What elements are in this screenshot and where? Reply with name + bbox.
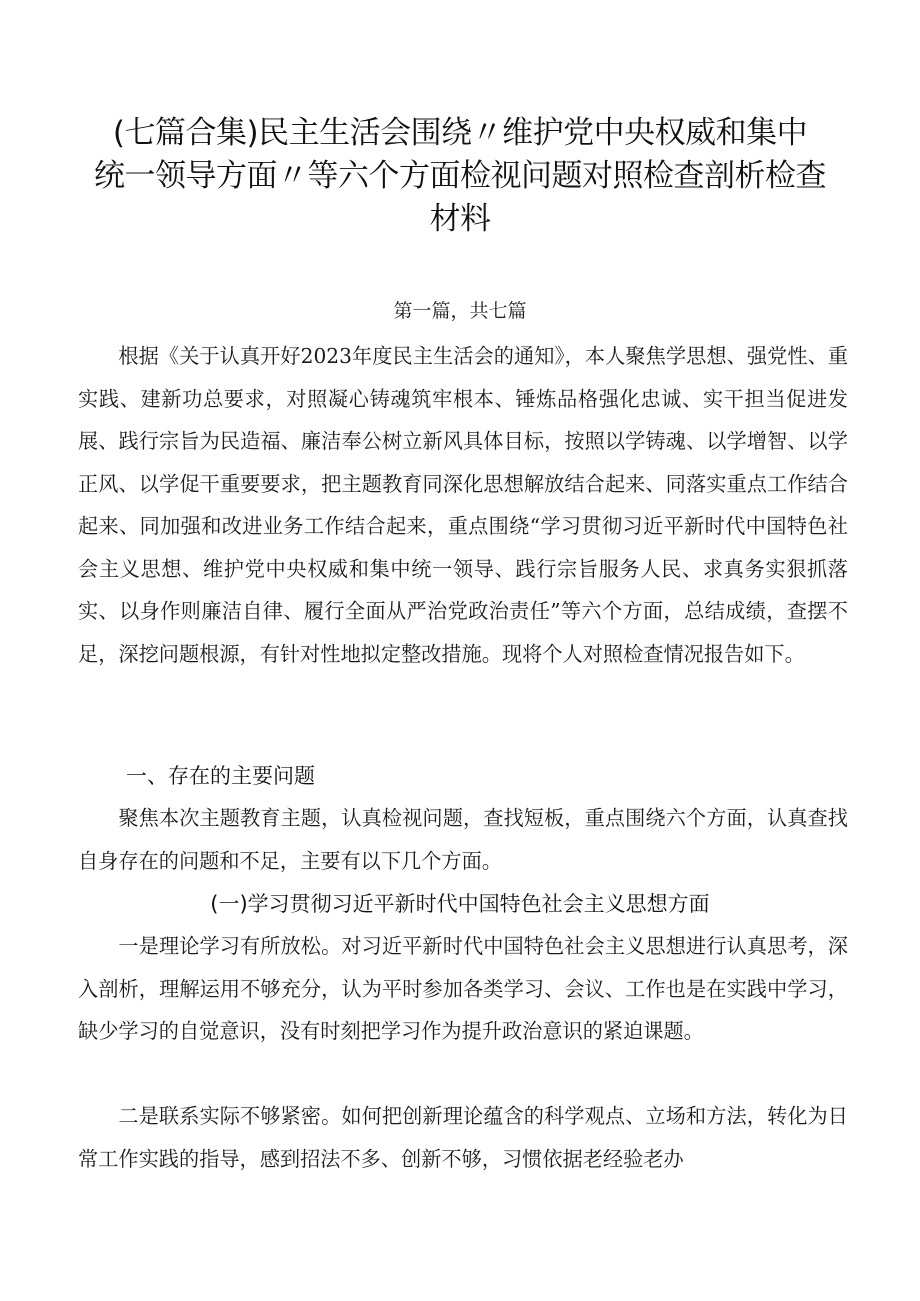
document-subtitle: 第一篇，共七篇	[393, 300, 527, 322]
title-line-2: 统一领导方面〃等六个方面检视问题对照检查剖析检查	[94, 158, 826, 194]
title-line-3: 材料	[429, 201, 491, 237]
subsection-heading-theory: (一)学习贯彻习近平新时代中国特色社会主义思想方面	[210, 892, 710, 916]
point-paragraph-1: 一是理论学习有所放松。对习近平新时代中国特色社会主义思想进行认真思考，深入剖析，理解运用不够充分，认为平时参加各类学习、会议、工作也是在实践中学习，缺少学习的自觉意识，没有时刻把学习作为提升政治意识的紧迫课题。	[78, 934, 848, 1043]
section-paragraph-problems: 聚焦本次主题教育主题，认真检视问题，查找短板，重点围绕六个方面，认真查找自身存在的问题和不足，主要有以下几个方面。	[78, 806, 848, 873]
title-line-1: (七篇合集)民主生活会围绕〃维护党中央权威和集中	[112, 115, 808, 151]
intro-paragraph: 根据《关于认真开好2023年度民主生活会的通知》，本人聚焦学思想、强党性、重实践、建新功总要求，对照凝心铸魂筑牢根本、锤炼品格强化忠诚、实干担当促进发展、践行宗旨为民造福、廉洁奉公树立新风具体目标，按照以学铸魂、以学增智、以学正风、以学促干重要要求，把主题教育同深化思想解放结合起来、同落实重点工作结合起来、同加强和改进业务工作结合起来，重点围绕“学习贯彻习近平新时代中国特色社会主义思想、维护党中央权威和集中统一领导、践行宗旨服务人民、求真务实狠抓落实、以身作则廉洁自律、履行全面从严治党政治责任”等六个方面，总结成绩，查摆不足，深挖问题根源，有针对性地拟定整改措施。现将个人对照检查情况报告如下。	[78, 344, 848, 666]
section-heading-problems: 一、存在的主要问题	[126, 764, 315, 788]
point-paragraph-2: 二是联系实际不够紧密。如何把创新理论蕴含的科学观点、立场和方法，转化为日常工作实践的指导，感到招法不多、创新不够，习惯依据老经验老办	[78, 1104, 848, 1171]
document-title	[90, 112, 830, 241]
